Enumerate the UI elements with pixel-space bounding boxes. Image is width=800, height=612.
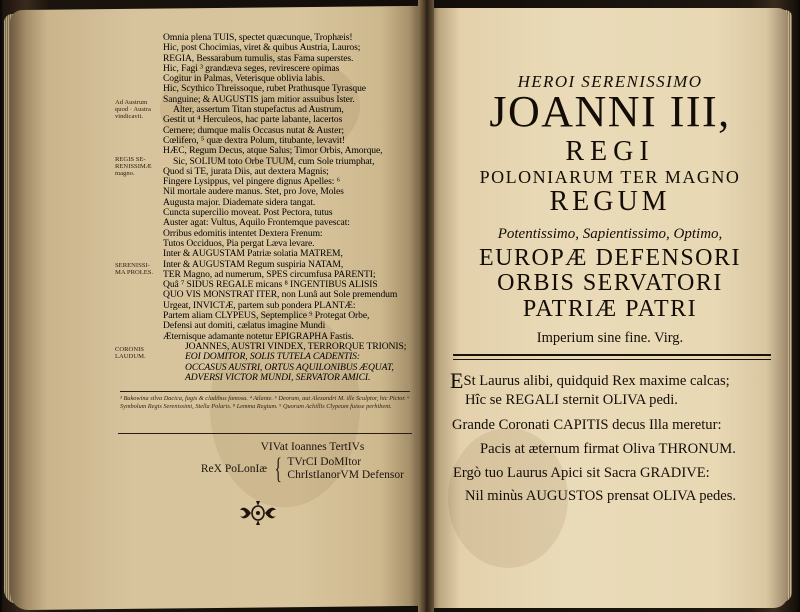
poem-line: Cogitur in Palmas, Veterisque oblivia labis. [163, 73, 325, 85]
verse-line-5: Ergò tuo Laurus Apici sit Sacra GRADIVE: [453, 465, 710, 481]
poem-line: HÆC, Regum Decus, atque Salus; Timor Orbis, Amorque, [163, 145, 383, 157]
verse-line-1 [450, 368, 790, 394]
poem-line: EOI DOMITOR, SOLIS TUTELA CADENTIS: [185, 351, 360, 363]
regi-heading: REGI [565, 136, 655, 167]
poem-line: Partem aliam CLYPEUS, Septemplice ⁹ Protegat Orbe, [163, 310, 370, 322]
poem-line: JOANNES, AUSTRI VINDEX, TERRORQUE TRIONIS; [185, 340, 407, 352]
joanni-heading: JOANNI III, [489, 87, 731, 136]
poem-line: Quod si TE, jurata Diis, aut dextera Magnis; [163, 165, 329, 177]
chronogram-right-2: ChrIstIanorVM Defensor [287, 469, 404, 481]
regum-heading: REGUM [549, 186, 671, 217]
poem-line: Alter, assertum Titan stupefactus ad Austrum, [173, 104, 344, 116]
poem-line: Omnia plena TUIS, spectet quæcunque, Trophæis! [163, 32, 353, 43]
margin-note: magno. [115, 170, 135, 177]
poem-line: Gestit ut ⁴ Herculeos, hac parte labante, lacertos [163, 114, 343, 126]
chronogram-right [287, 456, 404, 482]
poloniarum-line: POLONIARUM TER MAGNO [479, 167, 741, 187]
poem-line: TER Magno, ad numerum, SPES circumfusa PARENTI; [163, 268, 376, 280]
poem-line: Quâ ⁷ SIDUS REGALE micans ⁸ INGENTIBUS ALISIS [163, 279, 378, 291]
poem-line: Fingere Lysippus, vel pingere dignus Apelles: ⁶ [163, 176, 340, 188]
poem-line: Inter & AUGUSTAM Patriæ solatia MATREM, [163, 248, 343, 260]
poem-line: Defensi aut domiti, cælatus imagine Mundi [163, 320, 326, 332]
verse-line-6: Nil minùs AUGUSTOS prensat OLIVA pedes. [465, 488, 737, 504]
verse-line-2: Hîc se REGALI sternit OLIVA pedi. [465, 392, 678, 408]
book-gutter [418, 0, 434, 612]
poem-line: OCCASUS AUSTRI, ORTUS AQUILONIBUS ÆQUAT, [185, 361, 394, 373]
margin-note: MA PROLES. [115, 269, 154, 276]
poem-line: Cernere; dumque malis Occasus nutat & Auster; [163, 124, 344, 136]
poem-line: Inter & AUGUSTAM Regum suspiria NATAM, [163, 258, 344, 270]
verse-text: St Laurus alibi, quidquid Rex maxime calcas; [463, 373, 730, 389]
poem-line: Auster agat: Vultus, Aquilo Frontemque pavescat: [163, 217, 350, 229]
footnotes: ³ Bukowina silva Dacica, fagis & cladibus famosa. ⁴ Atlante. ⁵ Deorum, aut Alexandri M. ille Sculptor, hic Pictor. ⁶ Symbolum Regis Serenissimi, Stella Polaris. ⁸ Lemma Regium. ⁹ Quorum Achillis Clypeum fuisse perhibent. [120, 395, 410, 410]
poem-line: Urgeat, INVICTÆ, partem sub pondera PLANTÆ: [163, 299, 356, 311]
margin-note: RENISSIMÆ [115, 163, 152, 170]
left-poem [163, 33, 413, 383]
ornament-icon [238, 500, 278, 526]
poem-line: Cœlifero, ⁵ quæ dextra Polum, titubante, levavit! [163, 134, 346, 146]
poem-line: Nil mortale audere manus. Stet, pro Jove, Moles [163, 186, 344, 198]
margin-note: CORONIS [115, 346, 144, 353]
patriae-line: PATRIÆ PATRI [522, 296, 698, 322]
chronogram-right-1: TVrCI DoMItor [287, 456, 362, 468]
poem-line: Sic, SOLIUM toto Orbe TUUM, cum Sole triumphat, [173, 155, 375, 167]
chronogram-left: ReX PoLonIæ [200, 463, 267, 475]
chronogram [185, 441, 410, 483]
dedication-rule-thick [453, 354, 771, 356]
chronogram-rule [118, 433, 412, 434]
margin-note: LAUDUM. [115, 353, 146, 360]
poem-line: Augusta major. Diademate sidera tangat. [163, 196, 316, 208]
margin-note: REGIS SE- [115, 156, 146, 163]
poem-line: REGIA, Bessarabum tumulis, stas Fama superstes. [163, 52, 354, 64]
poem-line: Hic, Fagi ³ grandæva seges, revirescere opimas [163, 62, 340, 74]
poem-line: Æternisque adamante notetur EPIGRAPHA Fastis. [163, 330, 354, 342]
brace: { [274, 452, 282, 485]
margin-note: SERENISSI- [115, 262, 150, 269]
poem-line: Cuncta supercilio moveat. Post Pectora, tutus [163, 207, 333, 219]
dedication-rule-thin [453, 359, 771, 360]
poem-line: ADVERSI VICTOR MUNDI, SERVATOR AMICI. [185, 371, 371, 383]
footnote-rule [120, 391, 410, 392]
margin-note: Ad Austrum [115, 99, 148, 106]
imperium-line: Imperium sine fine. Virg. [536, 330, 684, 346]
poem-line: QUO VIS MONSTRAT ITER, non Lunâ aut Sole premendum [163, 289, 398, 301]
verse-line-3: Grande Coronati CAPITIS decus Illa meretur: [452, 417, 722, 433]
poem-line: Orribus edomitis intentet Dextera Frenum: [163, 227, 323, 239]
margin-note: quod · Austra [115, 106, 151, 113]
poem-line: Hic, Scythico Threïssoque, rubet Prathusque Tyrasque [163, 83, 366, 95]
margin-note: vindicavit. [115, 113, 144, 120]
heroi-line: HEROI SERENISSIMO [517, 72, 703, 91]
orbis-line: ORBIS SERVATORI [497, 270, 723, 296]
verse-line-4: Pacis at æternum firmat Oliva THRONUM. [480, 441, 736, 457]
poem-line: Tutos Occiduos, Pia pergat Læva levare. [163, 237, 315, 249]
verse-initial: E [450, 368, 464, 393]
potentissimo-line: Potentissimo, Sapientissimo, Optimo, [497, 226, 723, 242]
poem-line: Sanguine; & AUGUSTIS jam mitior assuibus Ister. [163, 93, 355, 105]
chronogram-top: VIVat Ioannes TertIVs [260, 441, 365, 453]
europae-line: EUROPÆ DEFENSORI [478, 245, 742, 271]
poem-line: Hic, post Chocimias, viret & quibus Austria, Lauros; [163, 42, 361, 54]
